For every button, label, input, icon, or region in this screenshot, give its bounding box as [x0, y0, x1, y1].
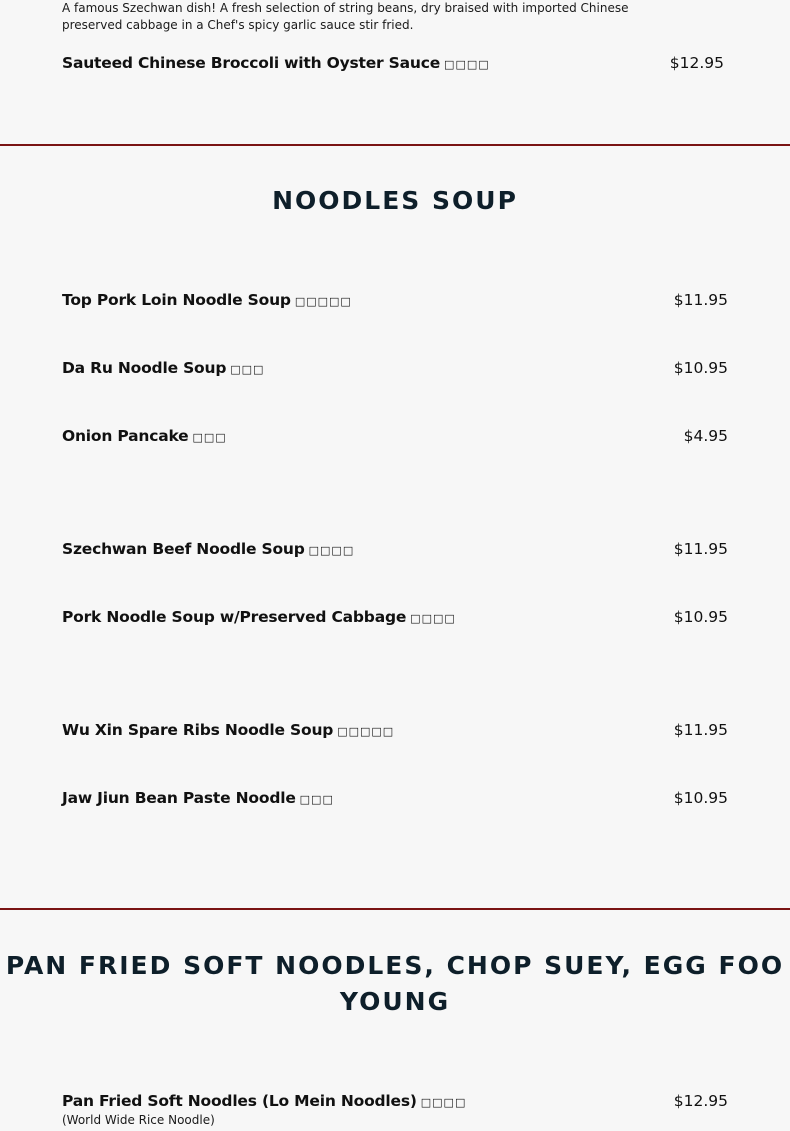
menu-item-name	[62, 54, 490, 72]
menu-item-label: Jaw Jiun Bean Paste Noodle	[62, 789, 296, 807]
menu-item-label: Szechwan Beef Noodle Soup	[62, 540, 305, 558]
menu-item-cjk: □□□□	[420, 1096, 467, 1109]
section-divider	[0, 908, 790, 910]
menu-item-cjk: □□□□□	[337, 725, 395, 738]
menu-item-cjk: □□□□□	[294, 295, 352, 308]
menu-item-label: Pan Fried Soft Noodles (Lo Mein Noodles)	[62, 1092, 417, 1110]
menu-item-name	[62, 608, 456, 626]
menu-item-price: $10.95	[673, 789, 728, 807]
menu-item-label: Onion Pancake	[62, 427, 189, 445]
menu-item-note: (World Wide Rice Noodle)	[62, 1113, 215, 1127]
menu-item-cjk: □□□□	[444, 58, 490, 71]
section-title-noodles-soup: NOODLES SOUP	[272, 186, 518, 215]
menu-item-cjk: □□□	[299, 793, 334, 806]
menu-item-cjk: □□□	[192, 431, 227, 444]
menu-item-price: $12.95	[669, 54, 724, 72]
menu-item-name	[62, 721, 394, 739]
section-title-line: PAN FRIED SOFT NOODLES, CHOP SUEY, EGG FOO	[5, 951, 785, 980]
menu-item-name	[62, 540, 354, 558]
menu-item-name	[62, 291, 352, 309]
menu-item-label: Wu Xin Spare Ribs Noodle Soup	[62, 721, 334, 739]
section-title-pan-fried	[0, 948, 790, 1020]
menu-item-price: $10.95	[673, 608, 728, 626]
menu-item-name	[62, 1092, 466, 1110]
menu-item-name	[62, 427, 227, 445]
menu-item-cjk: □□□□	[308, 544, 355, 557]
menu-item-label: Da Ru Noodle Soup	[62, 359, 227, 377]
menu-item-name	[62, 789, 334, 807]
menu-item-price: $11.95	[673, 291, 728, 309]
menu-item-price: $4.95	[683, 427, 728, 445]
menu-item-label: Sauteed Chinese Broccoli with Oyster Sauce	[62, 54, 441, 72]
menu-item-price: $12.95	[673, 1092, 728, 1110]
item-description: A famous Szechwan dish! A fresh selection of string beans, dry braised with imported Chinese preserved cabbage in a Chef's spicy garlic sauce stir fried.	[62, 1, 629, 32]
menu-item-price: $11.95	[673, 540, 728, 558]
menu-item-cjk: □□□□	[410, 612, 456, 625]
menu-item-label: Pork Noodle Soup w/Preserved Cabbage	[62, 608, 407, 626]
menu-item-price: $10.95	[673, 359, 728, 377]
menu-item-price: $11.95	[673, 721, 728, 739]
section-divider	[0, 144, 790, 146]
menu-item-cjk: □□□	[230, 363, 265, 376]
section-title-line: YOUNG	[339, 987, 451, 1016]
menu-item-label: Top Pork Loin Noodle Soup	[62, 291, 291, 309]
menu-item-name	[62, 359, 264, 377]
